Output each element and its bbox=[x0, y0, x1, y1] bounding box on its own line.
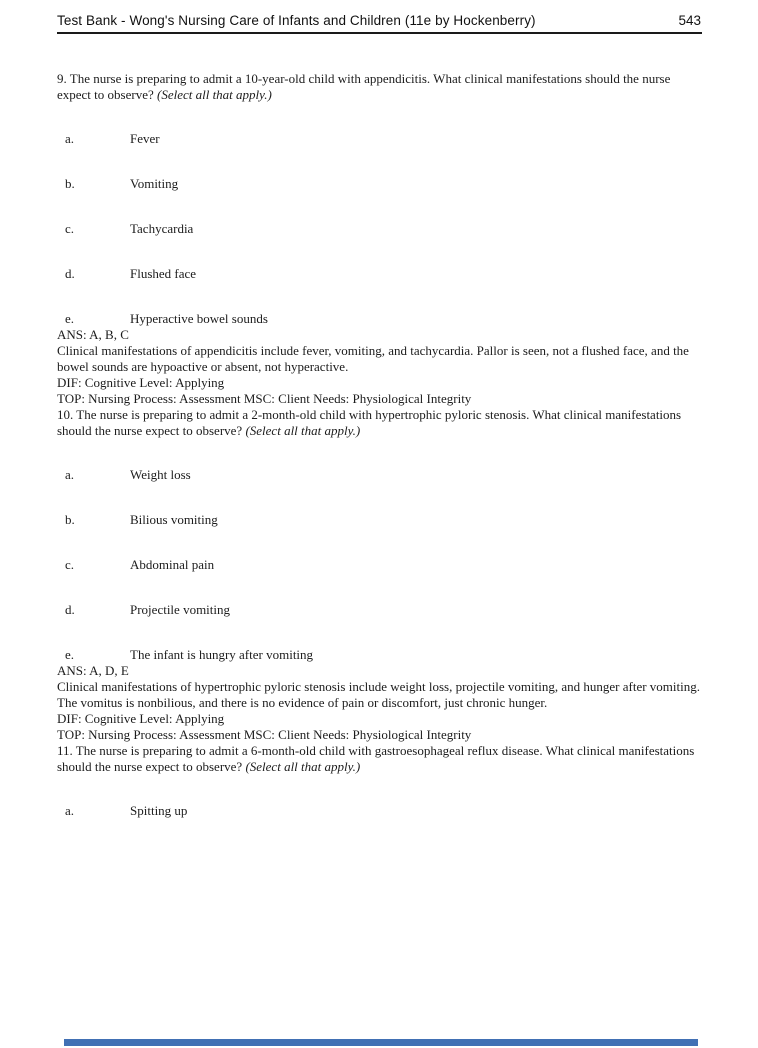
option-letter: a. bbox=[65, 803, 75, 818]
option-row bbox=[57, 266, 701, 282]
option-row bbox=[57, 467, 701, 483]
answer-line: ANS: A, B, C bbox=[57, 327, 129, 342]
dif-line: DIF: Cognitive Level: Applying bbox=[57, 711, 225, 726]
question-stem-text: 9. The nurse is preparing to admit a 10-year-old child with appendicitis. What clinical manifestations should the nurse expect to observe? bbox=[57, 71, 671, 102]
option-text: Bilious vomiting bbox=[130, 512, 218, 527]
option-row bbox=[57, 221, 701, 237]
option-letter: b. bbox=[65, 512, 75, 527]
rationale-text: Clinical manifestations of hypertrophic pyloric stenosis include weight loss, projectile vomiting, and hunger after vomiting. The vomitus is nonbilious, and there is no evidence of pain or discomfort, just chronic hunger. bbox=[57, 679, 701, 710]
option-letter: a. bbox=[65, 131, 75, 146]
select-all-note: (Select all that apply.) bbox=[245, 423, 361, 438]
option-row bbox=[57, 647, 701, 663]
question-stem bbox=[57, 743, 701, 775]
option-row bbox=[57, 803, 701, 819]
option-row bbox=[57, 176, 701, 192]
option-letter: c. bbox=[65, 557, 75, 572]
option-letter: d. bbox=[65, 266, 75, 281]
option-text: Weight loss bbox=[130, 467, 191, 482]
option-text: Spitting up bbox=[130, 803, 188, 818]
question-stem-text: 10. The nurse is preparing to admit a 2-month-old child with hypertrophic pyloric stenosis. What clinical manifestations should the nurse expect to observe? bbox=[57, 407, 682, 438]
option-letter: e. bbox=[65, 311, 75, 326]
rationale-text: Clinical manifestations of appendicitis include fever, vomiting, and tachycardia. Pallor is seen, not a flushed face, and the bowel sounds are hypoactive or absent, not hyperactive. bbox=[57, 343, 689, 374]
dif-line: DIF: Cognitive Level: Applying bbox=[57, 375, 225, 390]
option-text: Flushed face bbox=[130, 266, 197, 281]
question-stem bbox=[57, 71, 701, 103]
top-line: TOP: Nursing Process: Assessment MSC: Client Needs: Physiological Integrity bbox=[57, 391, 472, 406]
question-block bbox=[57, 71, 701, 407]
document-body bbox=[57, 71, 701, 819]
options-list bbox=[57, 803, 701, 819]
option-row bbox=[57, 131, 701, 147]
option-letter: d. bbox=[65, 602, 75, 617]
question-stem bbox=[57, 407, 701, 439]
question-block bbox=[57, 743, 701, 819]
option-letter: b. bbox=[65, 176, 75, 191]
header-title: Test Bank - Wong's Nursing Care of Infants and Children (11e by Hockenberry) bbox=[57, 13, 536, 28]
page-header bbox=[57, 0, 702, 34]
answer-line: ANS: A, D, E bbox=[57, 663, 129, 678]
option-letter: e. bbox=[65, 647, 75, 662]
option-letter: a. bbox=[65, 467, 75, 482]
option-row bbox=[57, 602, 701, 618]
option-text: Fever bbox=[130, 131, 160, 146]
option-text: Vomiting bbox=[130, 176, 179, 191]
option-text: Projectile vomiting bbox=[130, 602, 231, 617]
question-block bbox=[57, 407, 701, 743]
option-row bbox=[57, 512, 701, 528]
top-line: TOP: Nursing Process: Assessment MSC: Client Needs: Physiological Integrity bbox=[57, 727, 472, 742]
option-row bbox=[57, 311, 701, 327]
option-letter: c. bbox=[65, 221, 75, 236]
option-text: Hyperactive bowel sounds bbox=[130, 311, 268, 326]
option-text: Tachycardia bbox=[130, 221, 194, 236]
option-text: The infant is hungry after vomiting bbox=[130, 647, 314, 662]
select-all-note: (Select all that apply.) bbox=[245, 759, 361, 774]
option-row bbox=[57, 557, 701, 573]
header-page-number: 543 bbox=[678, 13, 701, 28]
question-stem-text: 11. The nurse is preparing to admit a 6-month-old child with gastroesophageal reflux disease. What clinical manifestations should the nurse expect to observe? bbox=[57, 743, 695, 774]
select-all-note: (Select all that apply.) bbox=[156, 87, 272, 102]
footer-blue-bar bbox=[64, 1039, 698, 1046]
options-list bbox=[57, 131, 701, 327]
option-text: Abdominal pain bbox=[130, 557, 215, 572]
options-list bbox=[57, 467, 701, 663]
